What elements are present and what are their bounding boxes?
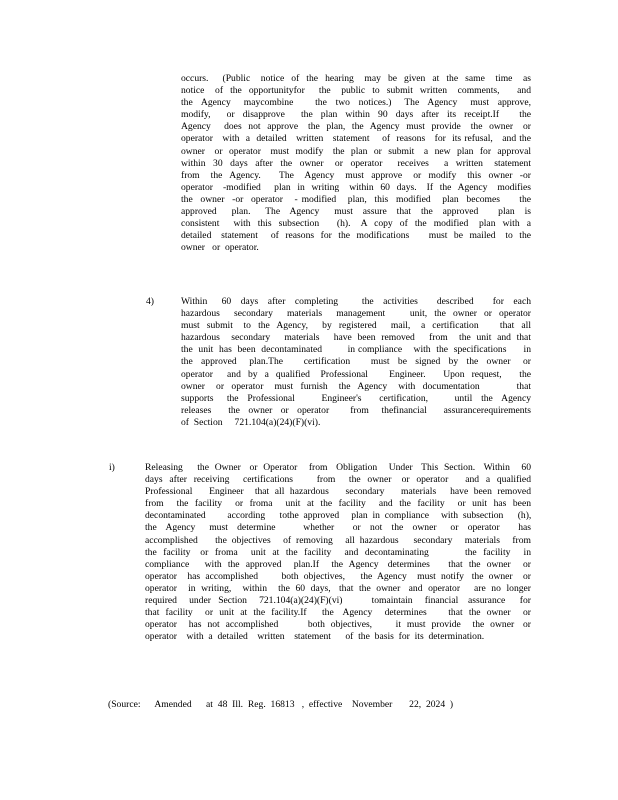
text-line: from the Agency. The Agency must approve or modify this owner -or [181, 169, 531, 181]
text-line: Agency does not approve the plan, the Agency must provide the owner or [181, 121, 531, 133]
text-line: detailed statement of reasons for the modifications must be mailed to the [181, 230, 531, 242]
text-line: operator in writing, within the 60 days, that the owner and operator are no longer [145, 582, 531, 594]
text-line: operator with a detailed written statement of reasons for its refusal, and the [181, 133, 531, 145]
text-line: within 30 days after the owner or operator receives a written statement [181, 157, 531, 169]
text-line: modify, or disapprove the plan within 90 days after its receipt.If the [181, 109, 531, 121]
text-line: days after receiving certifications from the owner or operator and a qualified [145, 474, 531, 486]
text-line: required under Section 721.104(a)(24)(F)(vi) tomaintain financial assurance for [145, 595, 531, 607]
text-line: supports the Professional Engineer's certification, until the Agency [181, 392, 531, 404]
item-4-paragraph [181, 296, 531, 429]
text-line: compliance with the approved plan.If the Agency determines that the owner or [145, 558, 531, 570]
text-line: operator has accomplished both objectives, the Agency must notify the owner or [145, 570, 531, 582]
text-line: releases the owner or operator from thefinancial assurancerequirements [181, 404, 531, 416]
text-line: the owner -or operator - modified plan, this modified plan becomes the [181, 193, 531, 205]
text-line: the Agency must determine whether or not the owner or operator has [145, 522, 531, 534]
continuation-paragraph [181, 73, 531, 254]
text-line: operator has not accomplished both objectives, it must provide the owner or [145, 619, 531, 631]
item-4-marker: 4) [146, 296, 154, 307]
text-line: that facility or unit at the facility.If the Agency determines that the owner or [145, 607, 531, 619]
text-line: hazardous secondary materials have been removed from the unit and that [181, 332, 531, 344]
text-line: operator -modified plan in writing within 60 days. If the Agency modifies [181, 181, 531, 193]
item-i-paragraph [145, 462, 531, 643]
text-line: Professional Engineer that all hazardous secondary materials have been removed [145, 486, 531, 498]
item-i-marker: i) [109, 462, 115, 473]
text-line: must submit to the Agency, by registered mail, a certification that all [181, 320, 531, 332]
text-line: consistent with this subsection (h). A copy of the modified plan with a [181, 218, 531, 230]
source-text: (Source: Amended at 48 Ill. Reg. 16813 , effective November 22, 2024 ) [108, 699, 454, 710]
text-line: the approved plan.The certification must be signed by the owner or [181, 356, 531, 368]
text-line: the unit has been decontaminated in compliance with the specifications in [181, 344, 531, 356]
text-line: owner or operator. [181, 242, 259, 254]
text-line: occurs. (Public notice of the hearing may be given at the same time as [181, 73, 531, 84]
source-note [108, 699, 454, 711]
text-line: the Agency maycombine the two notices.) The Agency must approve, [181, 97, 531, 109]
text-line: Releasing the Owner or Operator from Obligation Under This Section. Within 60 [145, 462, 531, 473]
text-line: owner or operator must furnish the Agency with documentation that [181, 380, 531, 392]
text-line: Within 60 days after completing the activities described for each [181, 296, 531, 307]
text-line: hazardous secondary materials management unit, the owner or operator [181, 308, 531, 320]
text-line: operator with a detailed written statement of the basis for its determination. [145, 631, 485, 643]
text-line: owner or operator must modify the plan or submit a new plan for approval [181, 145, 531, 157]
text-line: the facility or froma unit at the facility and decontaminating the facility in [145, 546, 531, 558]
text-line: accomplished the objectives of removing all hazardous secondary materials from [145, 534, 531, 546]
text-line: of Section 721.104(a)(24)(F)(vi). [181, 416, 321, 428]
text-line: decontaminated according tothe approved plan in compliance with subsection (h), [145, 510, 532, 522]
text-line: operator and by a qualified Professional Engineer. Upon request, the [181, 368, 531, 380]
text-line: approved plan. The Agency must assure that the approved plan is [181, 206, 531, 218]
text-line: from the facility or froma unit at the facility and the facility or unit has been [145, 498, 531, 510]
text-line: notice of the opportunityfor the public to submit written comments, and [181, 85, 531, 97]
